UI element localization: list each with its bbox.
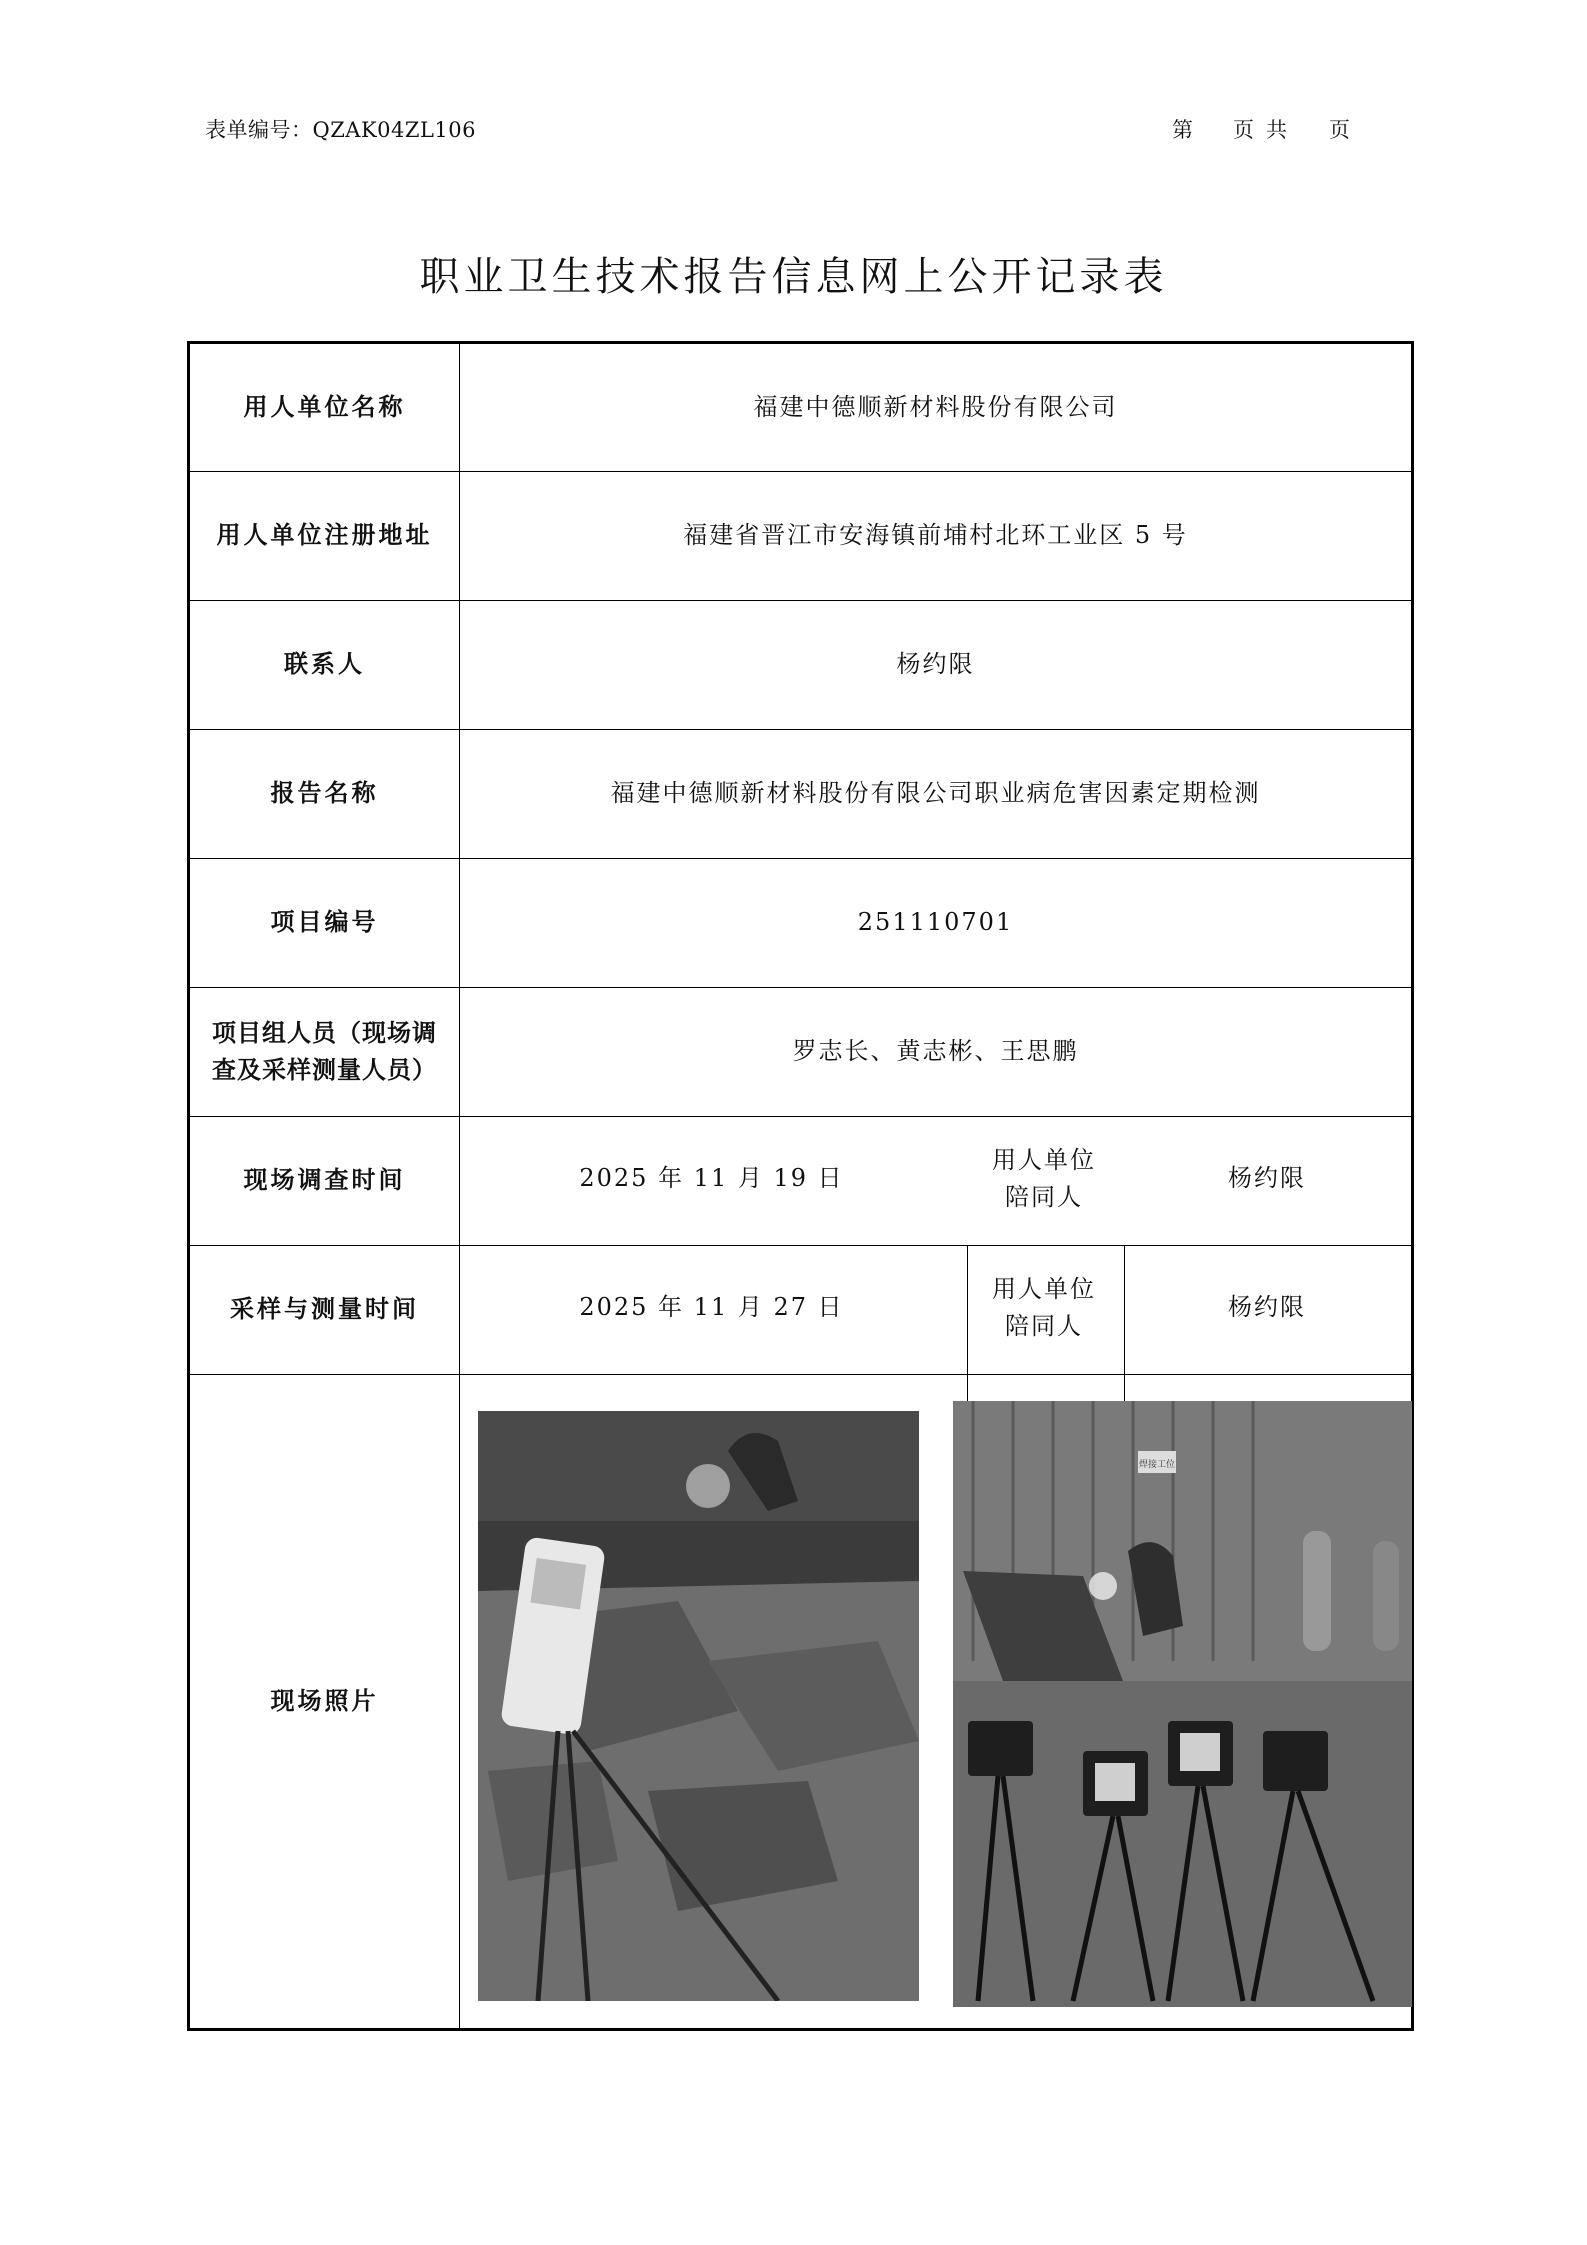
team-value: 罗志长、黄志彬、王思鹏 <box>792 1037 1079 1066</box>
page-label-3: 页 <box>1329 118 1350 142</box>
sampling-companion-value: 杨约限 <box>1228 1293 1306 1322</box>
project-no-value: 251110701 <box>857 908 1014 937</box>
report-name-label: 报告名称 <box>270 779 379 808</box>
sampling-companion-label <box>966 1244 1122 1372</box>
survey-companion-label-line-2: 陪同人 <box>1005 1183 1083 1211</box>
sampling-time-value: 2025 年 11 月 27 日 <box>579 1293 844 1322</box>
survey-time-label: 现场调查时间 <box>243 1166 406 1195</box>
team-label <box>190 988 459 1116</box>
sampling-companion-label-line-1: 用人单位 <box>992 1274 1096 1303</box>
page-label-1: 第 <box>1172 118 1193 142</box>
unit-name-value: 福建中德顺新材料股份有限公司 <box>753 392 1118 421</box>
workstation-sign: 焊接工位 <box>1138 1460 1176 1470</box>
sampling-companion-label-line-2: 陪同人 <box>1005 1312 1083 1340</box>
page-title: 职业卫生技术报告信息网上公开记录表 <box>419 254 1168 300</box>
survey-companion-label <box>966 1115 1122 1243</box>
page-counter <box>1172 114 1350 144</box>
page-label-2: 页共 <box>1233 118 1299 142</box>
address-value: 福建省晋江市安海镇前埔村北环工业区 5 号 <box>683 521 1188 550</box>
sound-level-meter-photo <box>478 1411 919 2001</box>
photo-label: 现场照片 <box>270 1686 379 1715</box>
address-label: 用人单位注册地址 <box>216 521 433 550</box>
contact-value: 杨约限 <box>896 650 975 679</box>
unit-name-label: 用人单位名称 <box>243 392 406 421</box>
survey-time-value: 2025 年 11 月 19 日 <box>579 1164 844 1193</box>
report-name-value: 福建中德顺新材料股份有限公司职业病危害因素定期检测 <box>610 779 1261 808</box>
form-number: 表单编号：QZAK04ZL106 <box>205 118 477 142</box>
sampling-time-label: 采样与测量时间 <box>230 1295 419 1324</box>
survey-companion-label-line-1: 用人单位 <box>992 1145 1096 1174</box>
contact-label: 联系人 <box>284 650 365 679</box>
team-label-line-2: 查及采样测量人员） <box>212 1056 437 1084</box>
air-samplers-photo <box>953 1401 1412 2007</box>
project-no-label: 项目编号 <box>270 908 379 937</box>
team-label-line-1: 项目组人员（现场调 <box>212 1018 437 1047</box>
survey-companion-value: 杨约限 <box>1228 1164 1306 1193</box>
